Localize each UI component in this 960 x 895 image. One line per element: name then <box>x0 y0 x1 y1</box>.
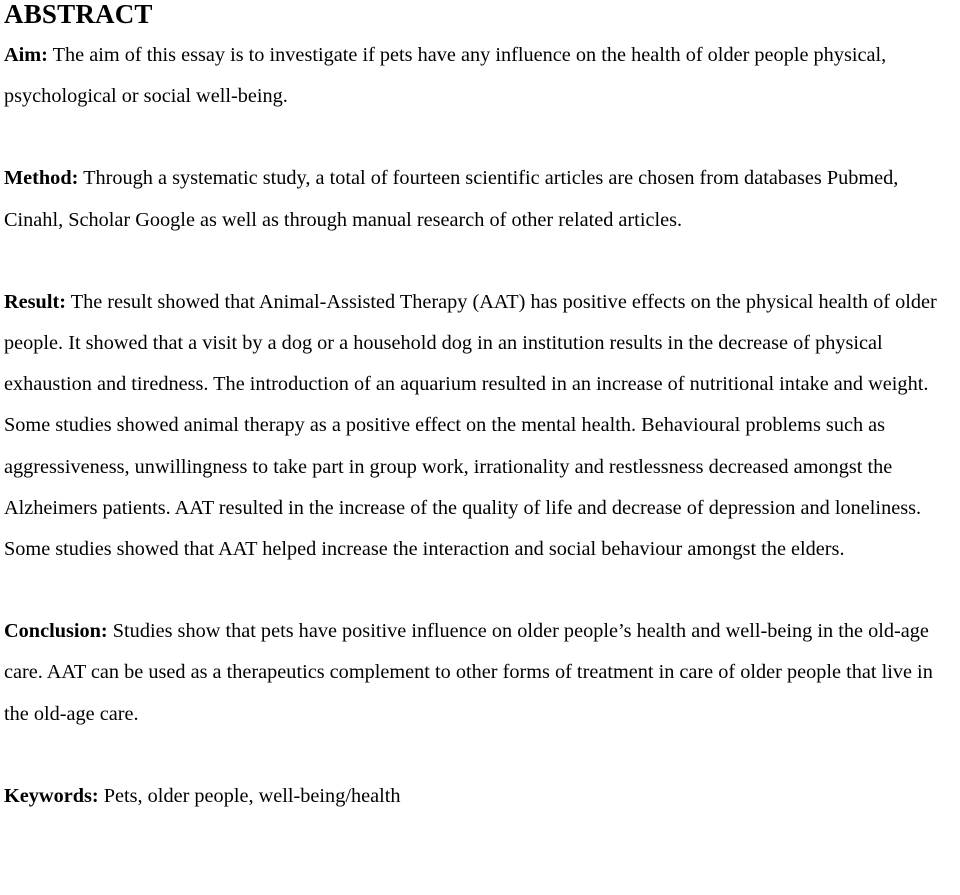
abstract-heading: ABSTRACT <box>4 0 153 29</box>
keywords-text: Pets, older people, well-being/health <box>103 784 401 807</box>
method-label: Method: <box>4 167 79 190</box>
result-paragraph <box>4 282 958 570</box>
conclusion-text: Studies show that pets have positive influence on older people’s health and well-being in the old-age care. AAT can be used as a therapeutics complement to other forms of treatment in care of older people that live in the old-age care. <box>4 620 933 725</box>
result-label: Result: <box>4 290 66 313</box>
keywords-paragraph <box>4 776 958 817</box>
keywords-label: Keywords: <box>4 784 99 807</box>
aim-text: The aim of this essay is to investigate if pets have any influence on the health of older people physical, psychological or social well-being. <box>4 44 887 108</box>
result-text: The result showed that Animal-Assisted Therapy (AAT) has positive effects on the physical health of older people. It showed that a visit by a dog or a household dog in an institution results in the decrease of physical exhaustion and tiredness. The introduction of an aquarium resulted in an increase of nutritional intake and weight. Some studies showed animal therapy as a positive effect on the mental health. Behavioural problems such as aggressiveness, unwillingness to take part in group work, irrationality and restlessness decreased amongst the Alzheimers patients. AAT resulted in the increase of the quality of life and decrease of depression and loneliness. Some studies showed that AAT helped increase the interaction and social behaviour amongst the elders. <box>4 290 937 561</box>
abstract-page <box>4 0 958 817</box>
aim-label: Aim: <box>4 44 48 66</box>
aim-paragraph <box>4 35 958 117</box>
conclusion-label: Conclusion: <box>4 620 108 643</box>
method-text: Through a systematic study, a total of fourteen scientific articles are chosen from databases Pubmed, Cinahl, Scholar Google as well as through manual research of other related articles. <box>4 167 899 231</box>
conclusion-paragraph <box>4 611 958 735</box>
method-paragraph <box>4 158 958 240</box>
